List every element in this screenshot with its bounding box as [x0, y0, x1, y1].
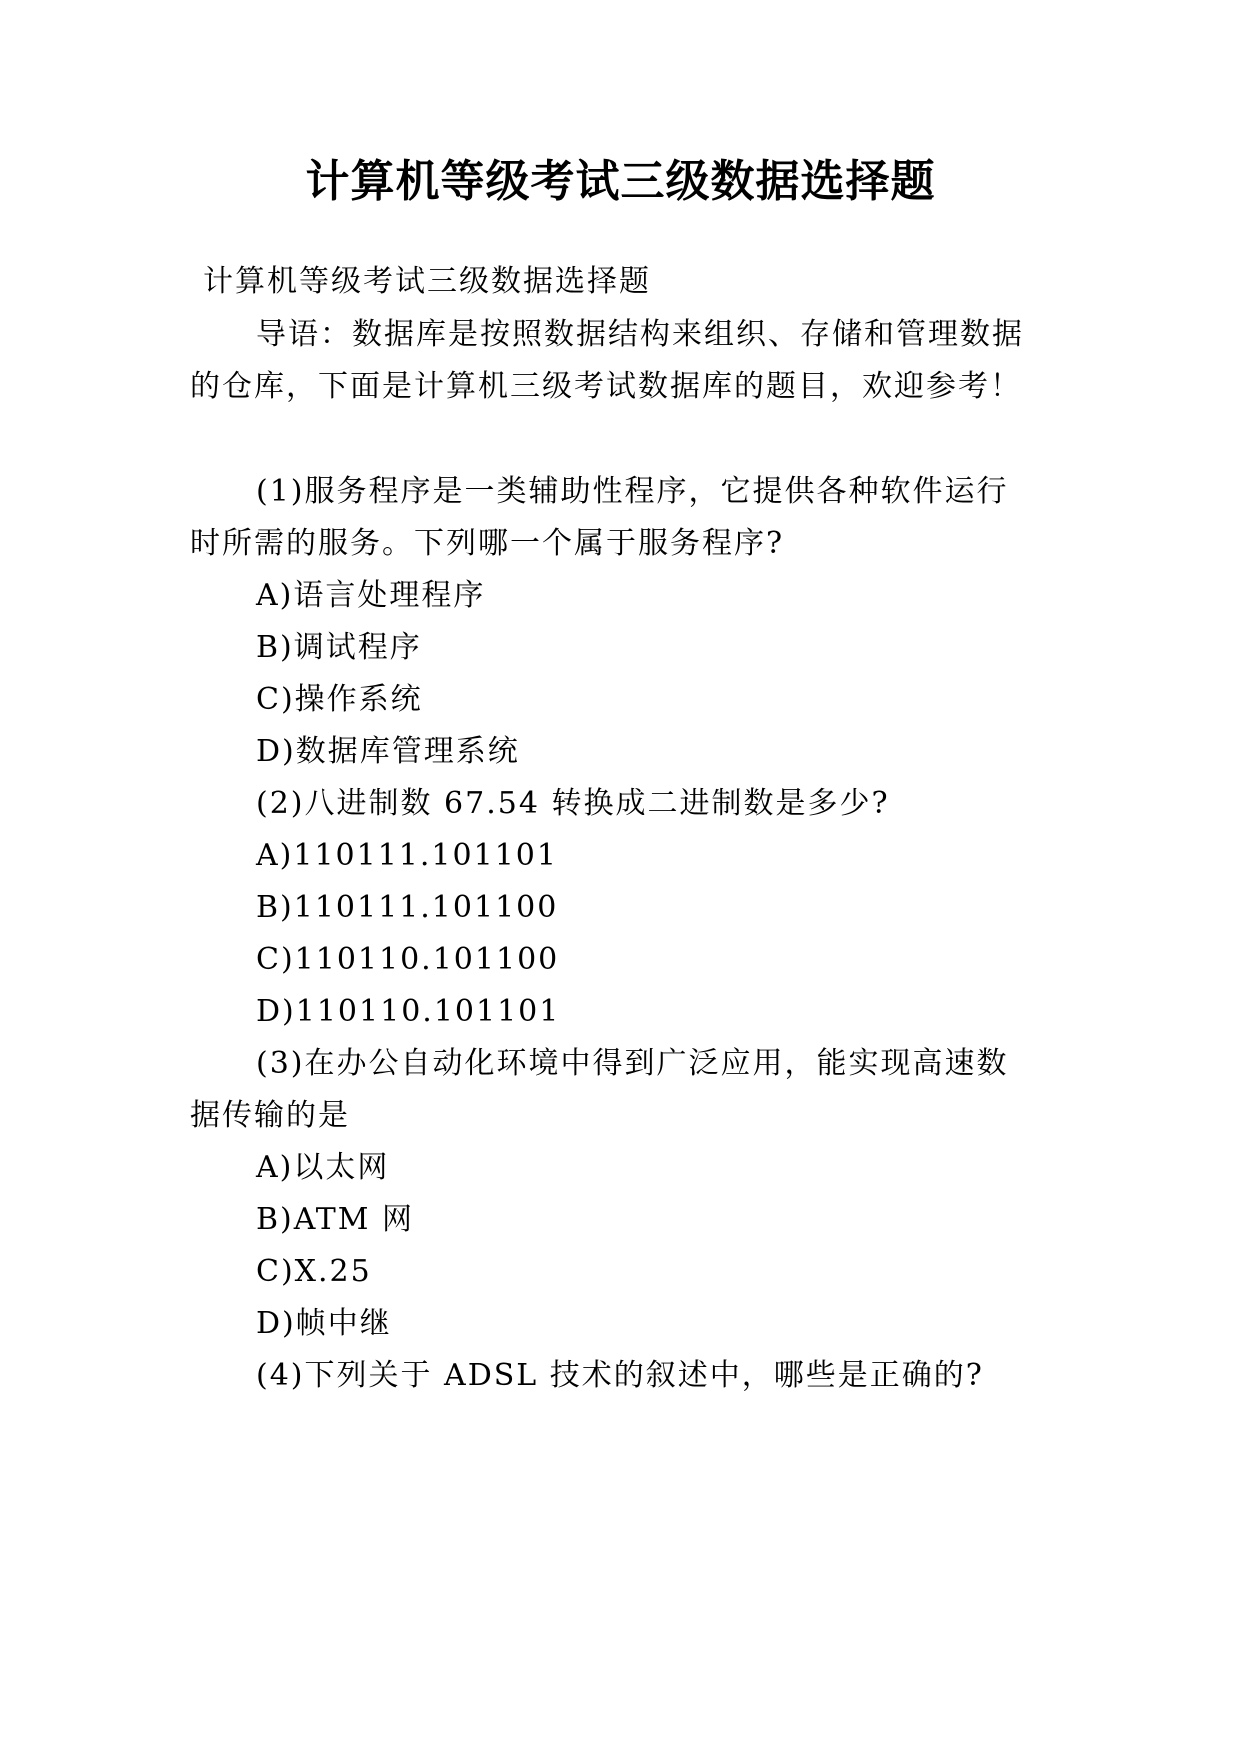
question-3-option-c: C)X.25: [256, 1254, 372, 1289]
question-3-stem-line-2: 据传输的是: [190, 1098, 350, 1133]
question-1-stem-line-1: (1)服务程序是一类辅助性程序，它提供各种软件运行: [256, 474, 1009, 509]
question-1-option-c: C)操作系统: [256, 682, 423, 717]
intro-line-1: 导语：数据库是按照数据结构来组织、存储和管理数据: [256, 317, 1024, 352]
question-3-stem-line-1: (3)在办公自动化环境中得到广泛应用，能实现高速数: [256, 1046, 1009, 1081]
document-subtitle: 计算机等级考试三级数据选择题: [203, 264, 651, 299]
question-1-stem-line-2: 时所需的服务。下列哪一个属于服务程序?: [190, 526, 785, 561]
question-3-option-d: D)帧中继: [256, 1306, 392, 1341]
question-4-stem-line-1: (4)下列关于 ADSL 技术的叙述中，哪些是正确的?: [256, 1358, 984, 1393]
question-3-option-b: B)ATM 网: [256, 1202, 415, 1237]
document-title: 计算机等级考试三级数据选择题: [305, 156, 936, 207]
question-1-option-a: A)语言处理程序: [256, 578, 486, 613]
intro-line-2: 的仓库，下面是计算机三级考试数据库的题目，欢迎参考！: [190, 369, 1022, 404]
question-3-option-a: A)以太网: [256, 1150, 390, 1185]
question-1-option-d: D)数据库管理系统: [256, 734, 520, 769]
question-2-option-c: C)110110.101100: [256, 942, 560, 977]
question-2-option-d: D)110110.101101: [256, 994, 561, 1029]
question-1-option-b: B)调试程序: [256, 630, 422, 665]
question-2-option-a: A)110111.101101: [256, 838, 558, 873]
question-2-stem-line-1: (2)八进制数 67.54 转换成二进制数是多少?: [256, 786, 890, 821]
question-2-option-b: B)110111.101100: [256, 890, 559, 925]
